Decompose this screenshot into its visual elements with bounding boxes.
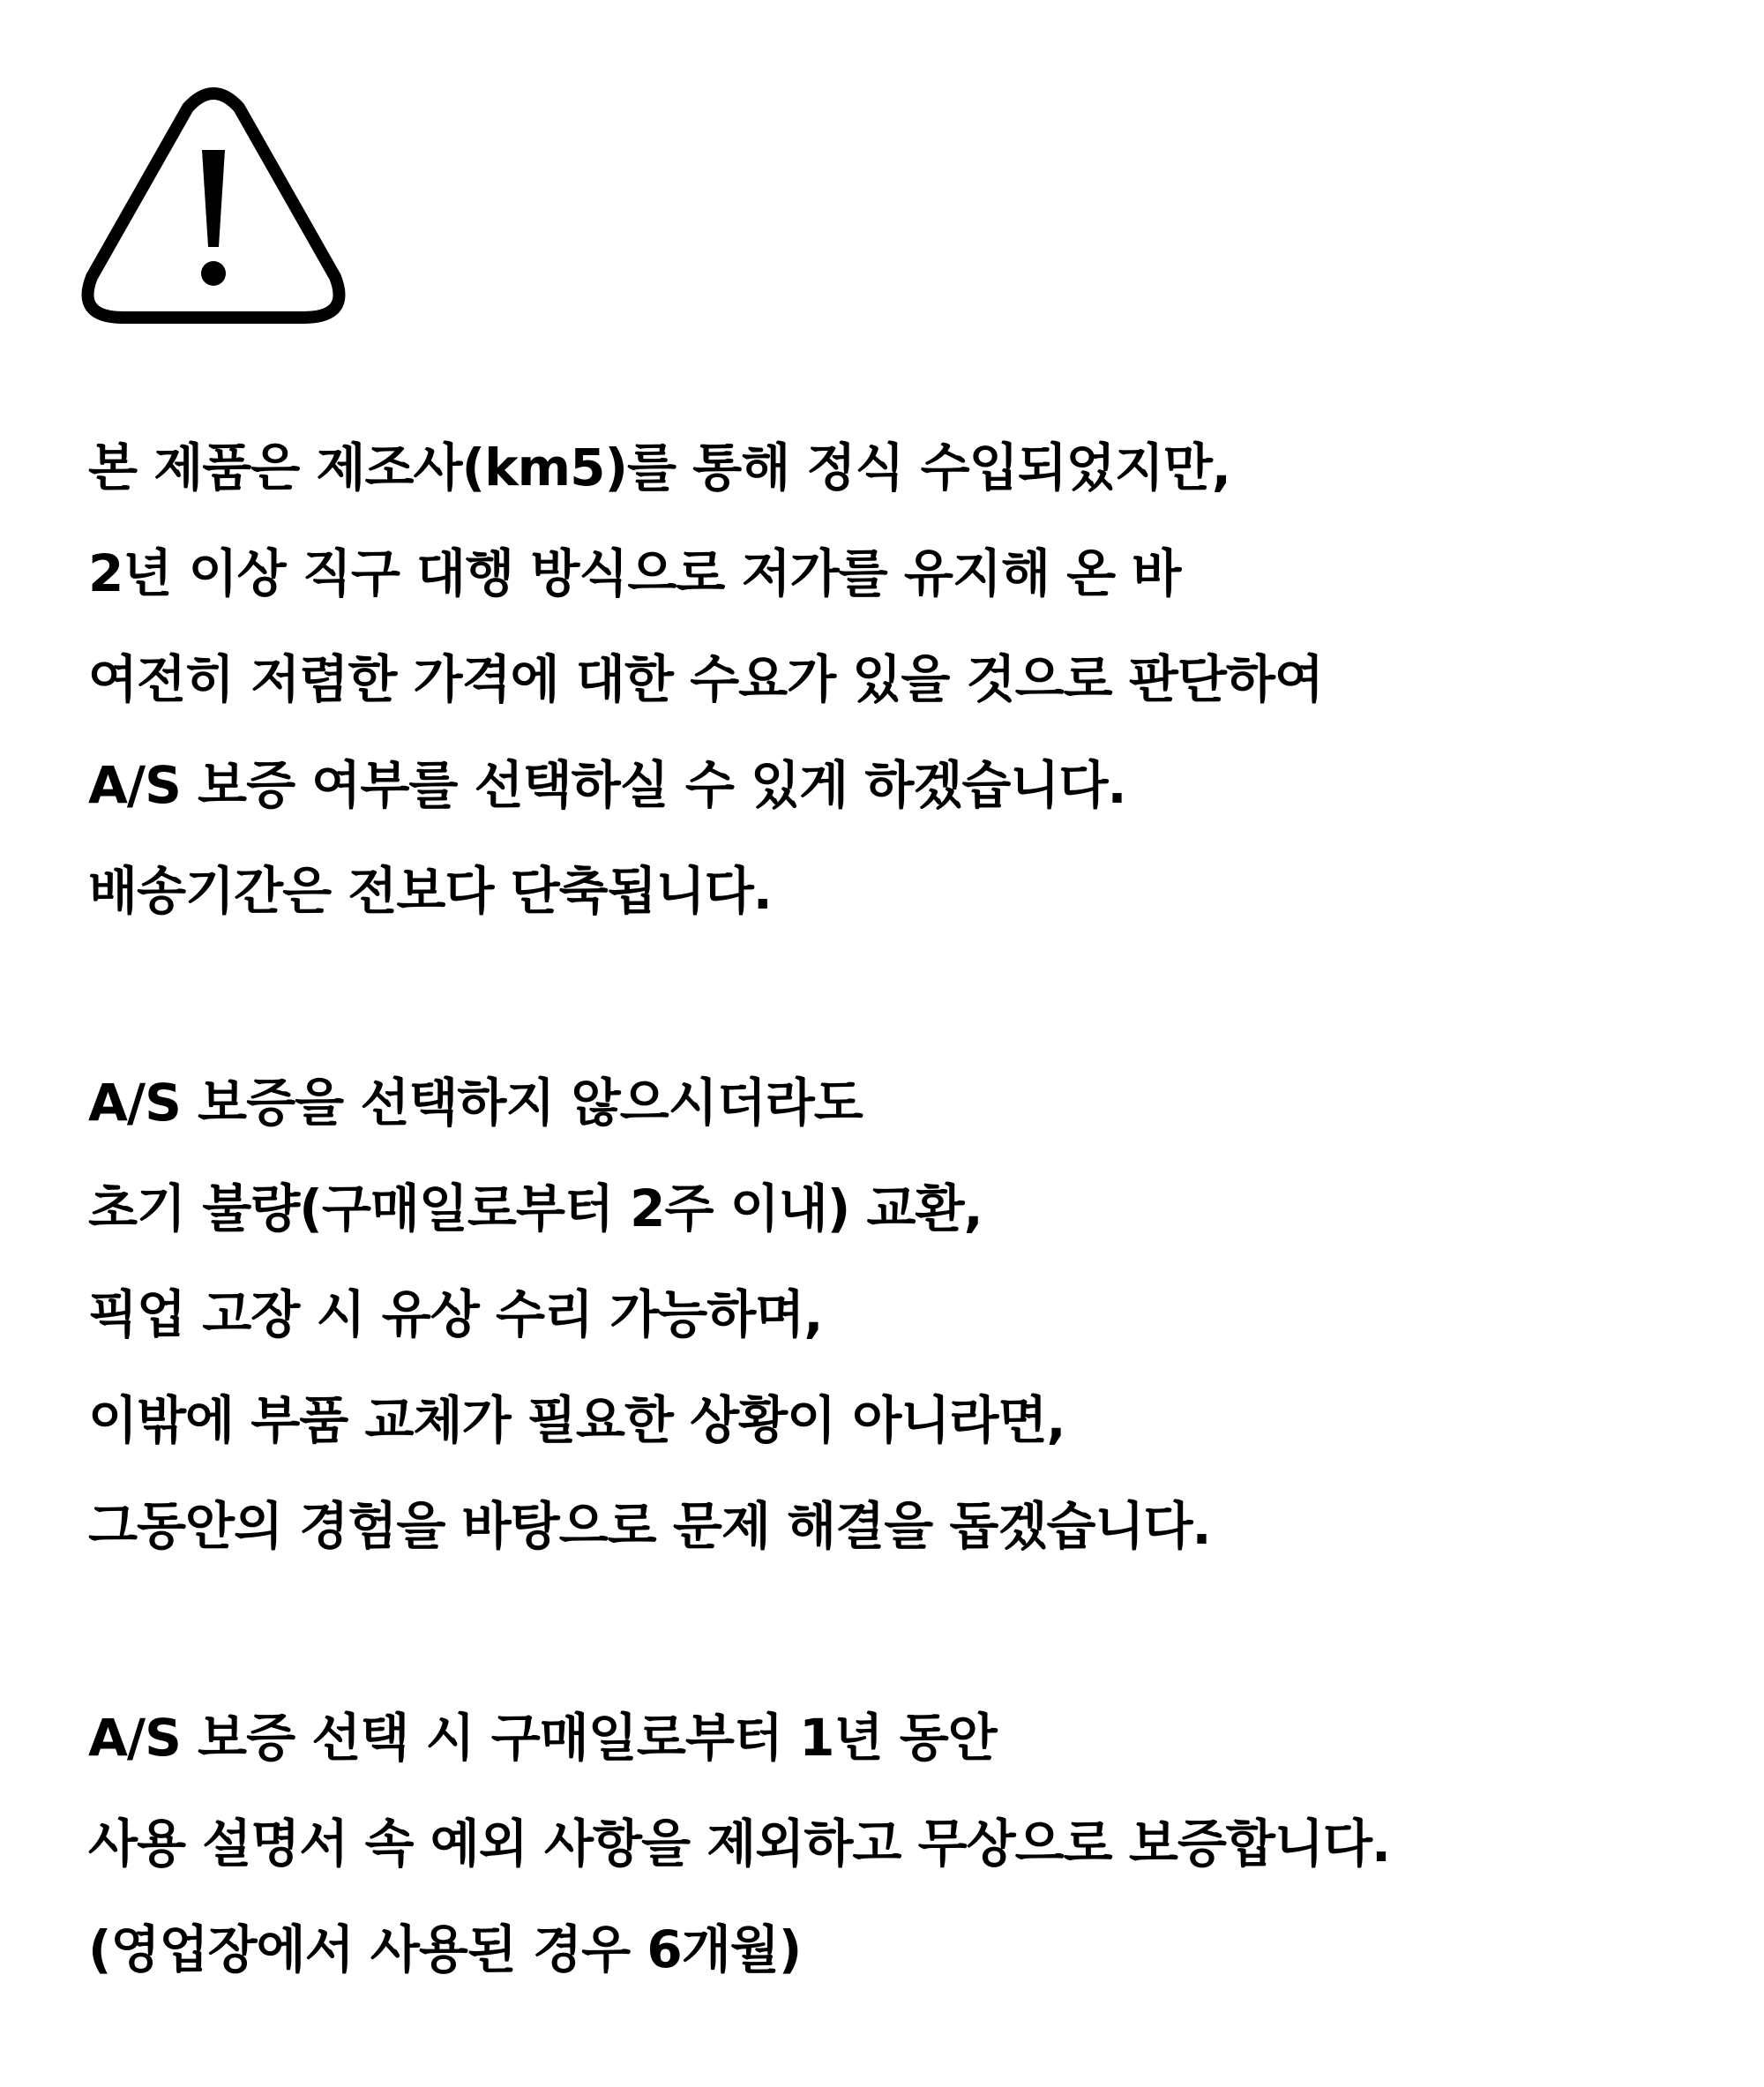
notice-body	[88, 415, 1720, 2002]
paragraph-no-warranty	[88, 1050, 1720, 1579]
paragraph-gap	[88, 944, 1720, 1050]
text-line: 픽업 고장 시 유상 수리 가능하며,	[88, 1284, 823, 1344]
text-line: 사용 설명서 속 예외 사항을 제외하고 무상으로 보증합니다.	[88, 1814, 1391, 1874]
text-line: A/S 보증 선택 시 구매일로부터 1년 동안	[88, 1708, 997, 1768]
text-line: 본 제품은 제조사(km5)를 통해 정식 수입되었지만,	[88, 438, 1230, 497]
text-line: A/S 보증을 선택하지 않으시더라도	[88, 1073, 863, 1133]
paragraph-import-notice	[88, 415, 1720, 944]
paragraph-gap	[88, 1579, 1720, 1685]
warning-triangle-icon	[81, 81, 346, 328]
text-line: 초기 불량(구매일로부터 2주 이내) 교환,	[88, 1178, 983, 1238]
text-line: 그동안의 경험을 바탕으로 문제 해결을 돕겠습니다.	[88, 1496, 1211, 1556]
paragraph-warranty	[88, 1685, 1720, 2002]
text-line: 배송기간은 전보다 단축됩니다.	[88, 861, 772, 921]
text-line: A/S 보증 여부를 선택하실 수 있게 하겠습니다.	[88, 755, 1126, 815]
text-line: (영업장에서 사용된 경우 6개월)	[88, 1919, 802, 1979]
text-line: 2년 이상 직구 대행 방식으로 저가를 유지해 온 바	[88, 543, 1181, 603]
text-line: 여전히 저렴한 가격에 대한 수요가 있을 것으로 판단하여	[88, 649, 1323, 709]
text-line: 이밖에 부품 교체가 필요한 상황이 아니라면,	[88, 1390, 1065, 1450]
